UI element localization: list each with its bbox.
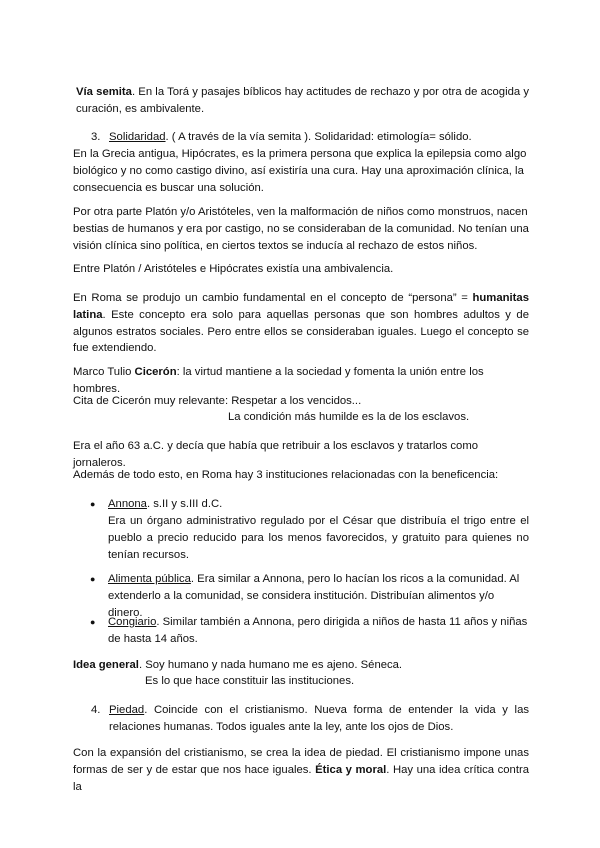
bullet-text: . Era similar a Annona, pero lo hacían los ricos a la comunidad. Al extenderlo a la comunidad, se considera institución. Distribuían alimentos y/o dinero.	[108, 573, 520, 619]
term-humanitas: humanitas latina	[73, 292, 529, 321]
paragraph-text: En Roma se produjo un cambio fundamental en el concepto de “persona” =	[73, 292, 473, 304]
paragraph-esclavos: Era el año 63 a.C. y decía que había que retribuir a los esclavos y tratarlos como jornaleros.	[73, 440, 479, 469]
term-alimenta-publica: Alimenta pública	[108, 573, 191, 585]
bullet-icon: ●	[90, 499, 96, 509]
bullet-text: . Similar también a Annona, pero dirigida a niños de hasta 11 años y niñas de hasta 14 años.	[108, 616, 528, 645]
item-text: . Coincide con el cristianismo. Nueva forma de entender la vida y las relaciones humanas. Todos iguales ante la ley, ante los ojos de Dios.	[109, 704, 529, 733]
paragraph-cristianismo	[73, 745, 529, 795]
paragraph-grecia: En la Grecia antigua, Hipócrates, es la primera persona que explica la epilepsia como algo biológico y no como castigo divino, así existiría una cura. Hay una aproximación clínica, la consecuencia es buscar una solución.	[73, 148, 527, 194]
quote-intro: Cita de Cicerón muy relevante: Respetar a los vencidos...	[73, 395, 362, 407]
term-via-semita: Vía semita	[76, 86, 132, 98]
item-number-4: 4.	[91, 704, 101, 716]
idea-general-line2: Es lo que hace constituir las instituciones.	[145, 675, 355, 687]
term-idea-general: Idea general	[73, 659, 139, 671]
bullet-congiario	[108, 614, 529, 648]
paragraph-text: . En la Torá y pasajes bíblicos hay actitudes de rechazo y por otra de acogida y curación, es ambivalente.	[76, 86, 529, 115]
paragraph-platon: Por otra parte Platón y/o Aristóteles, ven la malformación de niños como monstruos, nacen bestias de humanos y era por castigo, no se consideraban de la comunidad. No tenían una visión clínica sino política, en ciertos textos se inducía al rechazo de estos niños.	[73, 206, 529, 252]
paragraph-text: Con la expansión del cristianismo, se crea la idea de piedad. El cristianismo impone unas formas de ser y de estar que nos hace iguales.	[73, 747, 529, 776]
item-solidaridad	[109, 129, 529, 146]
paragraph-text: . Hay una idea crítica contra la	[73, 763, 529, 793]
term-congiario: Congiario	[108, 616, 157, 628]
paragraph-ambivalencia: Entre Platón / Aristóteles e Hipócrates existía una ambivalencia.	[73, 263, 394, 275]
term-piedad: Piedad	[109, 704, 145, 716]
item-piedad	[109, 702, 529, 736]
paragraph-idea-general	[73, 657, 529, 674]
paragraph-text: . Soy humano y nada humano me es ajeno. Séneca.	[138, 659, 403, 671]
bullet-icon: ●	[90, 574, 96, 584]
paragraph-roma	[73, 290, 529, 357]
item-number-3: 3.	[91, 131, 101, 143]
bullet-annona-body: Era un órgano administrativo regulado por el César que distribuía el trigo entre el pueblo a precio reducido para los menos favorecidos, y gratuito para quienes no tenían recursos.	[108, 515, 529, 561]
term-ciceron: Cicerón	[134, 366, 177, 378]
quote-line: La condición más humilde es la de los esclavos.	[228, 411, 470, 423]
bullet-text: . s.II y s.III d.C.	[146, 498, 223, 510]
paragraph-text: . Este concepto era solo para aquellas personas que son hombres adultos y de algunos estratos sociales. Pero entre ellos se consideraban iguales. Luego el concepto se fue extendiendo.	[73, 308, 529, 355]
bullet-annona-title	[108, 496, 529, 513]
paragraph-via-semita	[76, 84, 529, 118]
term-etica-moral: Ética y moral	[315, 763, 387, 776]
paragraph-text: : la virtud mantiene a la sociedad y fomenta la unión entre los hombres.	[73, 366, 484, 395]
bullet-icon: ●	[90, 617, 96, 627]
paragraph-instituciones: Además de todo esto, en Roma hay 3 instituciones relacionadas con la beneficencia:	[73, 469, 499, 481]
paragraph-text: Marco Tulio	[73, 366, 135, 378]
item-text: . ( A través de la vía semita ). Solidaridad: etimología= sólido.	[165, 131, 472, 143]
term-annona: Annona	[108, 498, 147, 510]
term-solidaridad: Solidaridad	[109, 131, 166, 143]
